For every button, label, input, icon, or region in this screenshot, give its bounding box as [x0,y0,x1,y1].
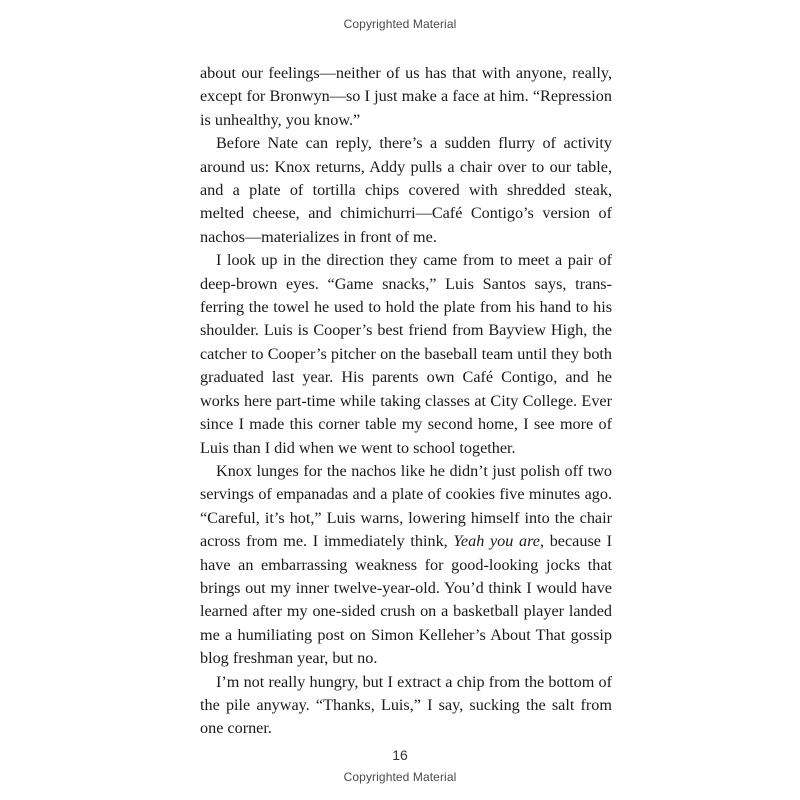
text-segment: Knox lunges for the nachos like he didn’t just polish off two servings of empanadas and a plate of cookies five minutes ago. “Careful, it’s hot,” Luis warns, lowering himself into the chair across from me. I immediately think, [200,461,612,551]
text-segment: I’m not really hungry, but I extract a chip from the bottom of the pile anyway. “Thanks, Luis,” I say, sucking the salt from one corner. [200,672,612,738]
copyright-header: Copyrighted Material [343,17,457,31]
text-segment: about our feelings—neither of us has that with anyone, really, except for Bronwyn—so I just make a face at him. “Repression is unhealthy, you know.” [200,64,612,129]
text-segment: , because I have an embarrassing weakness for good-looking jocks that brings out my inner twelve-year-old. You’d think I would have learned after my one-sided crush on a basketball player landed me a humiliating post on Simon Kelleher’s About That gossip blog freshman year, but no. [200,532,612,668]
paragraph [200,132,612,249]
text-segment: I look up in the direction they came from to meet a pair of deep-brown eyes. “Game snacks,” Luis Santos says, transferring the towel he used to hold the plate from his hand to his shoulder. Luis is Cooper’s best friend from Bayview High, the catcher to Cooper’s pitcher on the baseball team until they both graduated last year. His parents own Café Contigo, and he works here part-time while taking classes at City College. Ever since I made this corner table my second home, I see more of Luis than I did when we went to school together. [200,251,612,457]
copyright-footer: Copyrighted Material [343,770,457,784]
paragraph [200,671,612,741]
italic-text: Yeah you are [453,532,540,551]
paragraph [200,460,612,671]
paragraph [200,249,612,460]
page-body-text [200,62,612,741]
page-number: 16 [392,747,408,763]
paragraph [200,62,612,132]
text-segment: Before Nate can reply, there’s a sudden flurry of activity around us: Knox returns, Addy pulls a chair over to our table, and a plate of tortilla chips covered with shredded steak, melted cheese, and chimichurri—Café Contigo’s version of nachos—materializes in front of me. [200,134,612,246]
